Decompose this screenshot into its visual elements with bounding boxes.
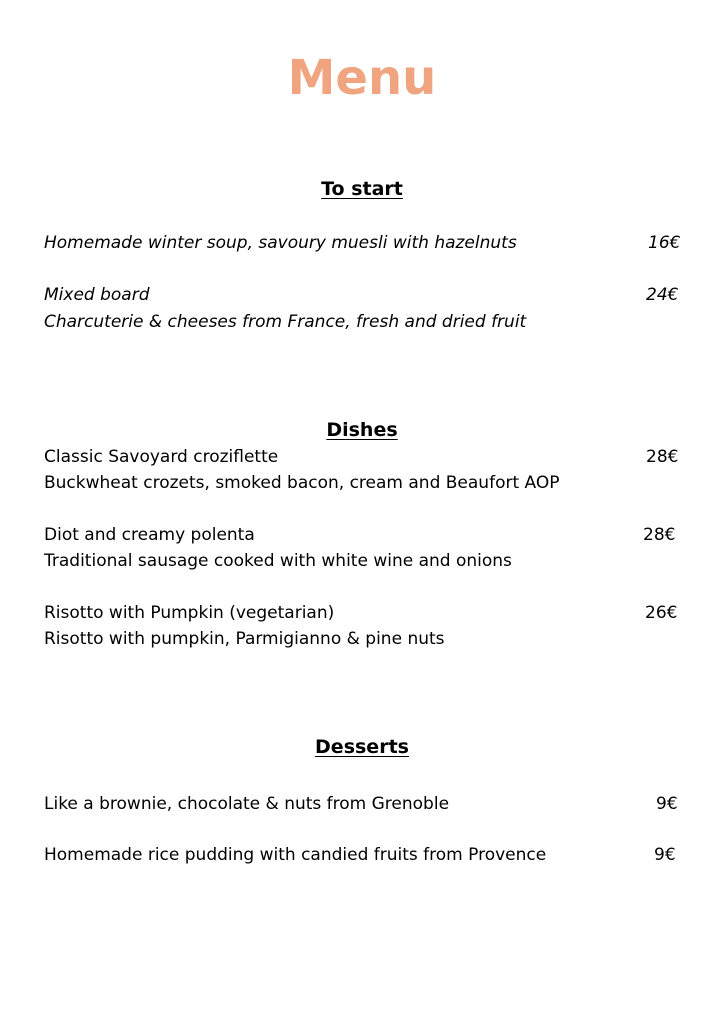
menu-item-name: Homemade rice pudding with candied fruits from Provence [44, 845, 547, 865]
menu-item-price: 9€ [656, 794, 678, 814]
menu-item-price: 28€ [643, 525, 676, 545]
section-heading-dishes: Dishes [326, 419, 398, 441]
menu-item-description: Traditional sausage cooked with white wine and onions [44, 551, 512, 571]
menu-item-price: 26€ [645, 603, 678, 623]
menu-title: Menu [287, 50, 437, 106]
menu-item-name: Homemade winter soup, savoury muesli with hazelnuts [44, 233, 517, 253]
menu-item-description: Risotto with pumpkin, Parmigianno & pine nuts [44, 629, 445, 649]
menu-item-price: 24€ [646, 285, 679, 305]
section-heading-to-start: To start [321, 178, 403, 200]
menu-item-description: Buckwheat crozets, smoked bacon, cream and Beaufort AOP [44, 473, 560, 493]
menu-item-name: Mixed board [44, 285, 150, 305]
menu-item-price: 9€ [654, 845, 676, 865]
menu-item-description: Charcuterie & cheeses from France, fresh and dried fruit [44, 312, 527, 332]
menu-item-name: Classic Savoyard croziflette [44, 447, 279, 467]
menu-item-name: Like a brownie, chocolate & nuts from Grenoble [44, 794, 450, 814]
section-heading-desserts: Desserts [315, 736, 409, 758]
menu-item-price: 28€ [646, 447, 679, 467]
menu-item-name: Risotto with Pumpkin (vegetarian) [44, 603, 335, 623]
menu-item-name: Diot and creamy polenta [44, 525, 255, 545]
menu-item-price: 16€ [648, 233, 681, 253]
